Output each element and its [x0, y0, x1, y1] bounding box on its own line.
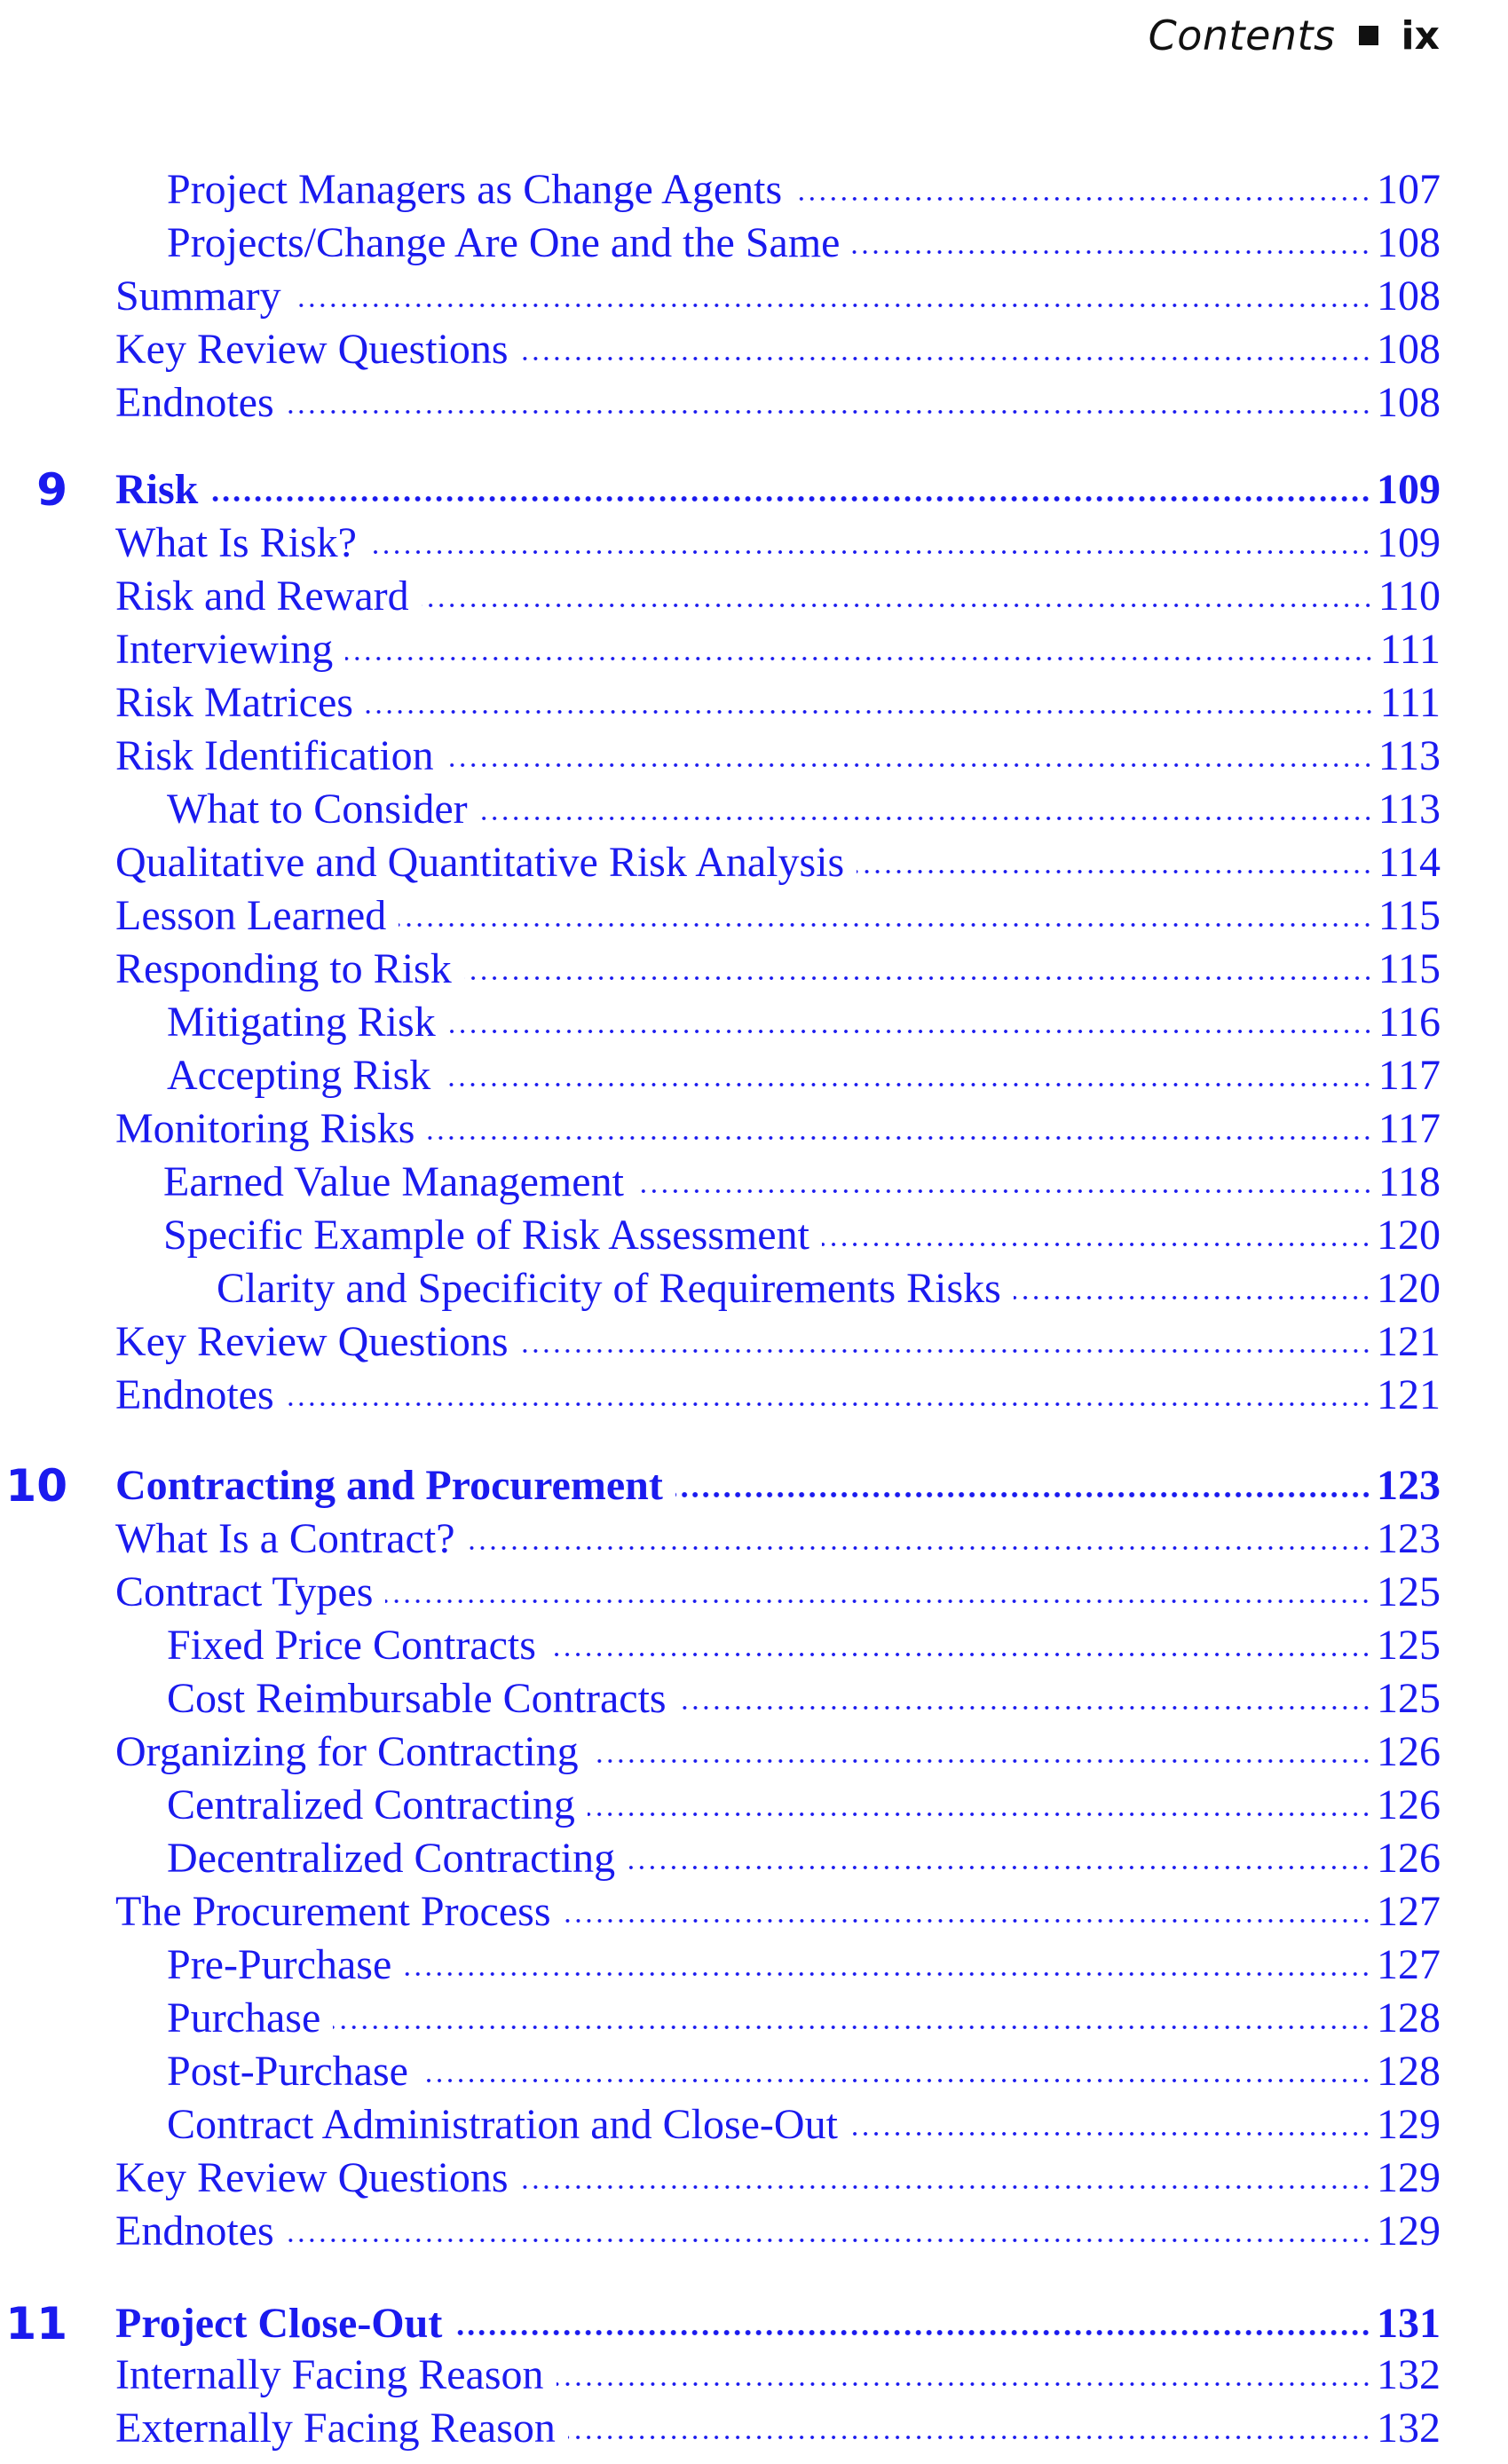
toc-entry-title: Project Managers as Change Agents: [167, 166, 783, 213]
toc-entry-title: What Is a Contract?: [115, 1515, 455, 1562]
toc-entry-page: 129: [1377, 2207, 1441, 2255]
toc-entry-title: Contract Administration and Close-Out: [167, 2101, 838, 2148]
toc-entry[interactable]: [115, 1566, 1441, 1619]
dot-leader: [210, 494, 1371, 504]
toc-entry-title: Monitoring Risks: [115, 1105, 415, 1152]
toc-entry-title: Key Review Questions: [115, 2154, 509, 2201]
dot-leader: [521, 2182, 1371, 2192]
square-bullet-icon: [1359, 26, 1378, 45]
toc-entry-title: Accepting Risk: [167, 1052, 431, 1099]
dot-leader: [345, 653, 1374, 664]
toc-chapter-entry[interactable]: [115, 2297, 1441, 2350]
toc-entry-page: 125: [1377, 1675, 1441, 1722]
toc-entry-title: Externally Facing Reason: [115, 2405, 556, 2452]
dot-leader: [1014, 1292, 1371, 1303]
toc-entry-title: Cost Reimbursable Contracts: [167, 1675, 667, 1722]
toc-entry[interactable]: [115, 943, 1441, 996]
toc-entry[interactable]: [115, 570, 1441, 623]
toc-entry-title: What to Consider: [167, 786, 468, 833]
toc-entry[interactable]: [115, 889, 1441, 943]
toc-entry-page: 113: [1378, 732, 1441, 779]
toc-entry-title: Mitigating Risk: [167, 999, 436, 1046]
toc-entry-page: 132: [1377, 2405, 1441, 2452]
toc-entry-title: Earned Value Management: [163, 1158, 624, 1205]
toc-entry-page: 108: [1377, 272, 1441, 320]
toc-entry-page: 115: [1378, 892, 1441, 939]
toc-entry-title: Purchase: [167, 1994, 321, 2041]
dot-leader: [366, 707, 1375, 717]
toc-entry-page: 116: [1378, 999, 1441, 1046]
toc-entry[interactable]: [217, 1262, 1441, 1315]
toc-entry-title: Specific Example of Risk Assessment: [163, 1212, 809, 1259]
dot-leader: [287, 407, 1371, 417]
toc-entry-title: Qualitative and Quantitative Risk Analysis: [115, 839, 845, 886]
toc-entry-page: 111: [1379, 679, 1441, 726]
toc-entry[interactable]: [167, 1779, 1441, 1832]
dot-leader: [591, 1756, 1371, 1766]
toc-entry-page: 132: [1377, 2351, 1441, 2398]
toc-entry-title: Decentralized Contracting: [167, 1835, 616, 1882]
toc-entry[interactable]: [167, 1049, 1441, 1102]
toc-entry[interactable]: [167, 1992, 1441, 2045]
toc-entry[interactable]: [167, 2098, 1441, 2152]
dot-leader: [588, 1809, 1371, 1820]
dot-leader: [480, 813, 1373, 824]
toc-entry[interactable]: [167, 1672, 1441, 1726]
toc-entry[interactable]: [115, 2349, 1441, 2402]
toc-entry[interactable]: [163, 1209, 1441, 1262]
dot-leader: [521, 353, 1371, 364]
toc-entry-page: 121: [1377, 1318, 1441, 1365]
toc-chapter-entry[interactable]: [115, 463, 1441, 517]
toc-entry-page: 120: [1377, 1212, 1441, 1259]
toc-entry[interactable]: [115, 676, 1441, 730]
toc-entry-page: 108: [1377, 326, 1441, 373]
dot-leader: [294, 300, 1371, 311]
toc-entry[interactable]: [115, 1315, 1441, 1369]
dot-leader: [454, 2327, 1371, 2338]
toc-entry-title: Post-Purchase: [167, 2048, 408, 2095]
chapter-number: 11: [5, 2298, 67, 2349]
toc-entry-page: 107: [1377, 166, 1441, 213]
toc-entry[interactable]: [115, 323, 1441, 376]
toc-entry-page: 109: [1377, 466, 1441, 513]
toc-chapter-title: Risk: [115, 466, 199, 513]
toc-entry-title: Interviewing: [115, 626, 334, 673]
toc-entry[interactable]: [115, 517, 1441, 570]
dot-leader: [333, 2022, 1371, 2033]
toc-entry-title: Risk and Reward: [115, 573, 409, 620]
toc-entry-page: 115: [1378, 945, 1441, 992]
toc-entry-page: 123: [1377, 1462, 1441, 1509]
toc-entry-title: Risk Matrices: [115, 679, 353, 726]
toc-entry[interactable]: [167, 1832, 1441, 1885]
toc-entry-title: Organizing for Contracting: [115, 1728, 579, 1775]
toc-chapter-entry[interactable]: [115, 1459, 1441, 1512]
toc-entry-page: 128: [1377, 2048, 1441, 2095]
toc-entry[interactable]: [115, 2205, 1441, 2258]
toc-entry-title: Projects/Change Are One and the Same: [167, 219, 841, 266]
running-head: [1149, 9, 1440, 62]
toc-entry-page: 117: [1378, 1105, 1441, 1152]
toc-entry-page: 125: [1377, 1568, 1441, 1615]
toc-entry[interactable]: [167, 996, 1441, 1049]
toc-entry[interactable]: [167, 1939, 1441, 1992]
toc-entry-title: Contract Types: [115, 1568, 374, 1615]
running-head-page-number: ix: [1401, 12, 1440, 59]
toc-entry-page: 123: [1377, 1515, 1441, 1562]
dot-leader: [568, 2432, 1371, 2443]
toc-entry[interactable]: [167, 1619, 1441, 1672]
toc-entry-page: 109: [1377, 519, 1441, 566]
toc-entry[interactable]: [115, 270, 1441, 323]
dot-leader: [628, 1862, 1371, 1873]
dot-leader: [287, 2235, 1371, 2246]
dot-leader: [404, 1969, 1371, 1979]
dot-leader: [557, 2379, 1371, 2389]
chapter-number: 10: [5, 1460, 67, 1512]
toc-entry[interactable]: [115, 1726, 1441, 1779]
toc-entry[interactable]: [115, 730, 1441, 783]
dot-leader: [468, 1543, 1372, 1553]
dot-leader: [679, 1702, 1371, 1713]
toc-entry[interactable]: [115, 1885, 1441, 1939]
toc-entry[interactable]: [167, 783, 1441, 836]
running-head-section: Contents: [1148, 12, 1336, 59]
toc-entry-title: Endnotes: [115, 2207, 274, 2255]
toc-entry[interactable]: [163, 1156, 1441, 1209]
toc-entry-page: 128: [1377, 1994, 1441, 2041]
dot-leader: [521, 1346, 1371, 1356]
toc-entry-title: Responding to Risk: [115, 945, 452, 992]
toc-entry[interactable]: [115, 2152, 1441, 2205]
toc-entry-title: Key Review Questions: [115, 326, 509, 373]
toc-chapter-title: Project Close-Out: [115, 2300, 443, 2347]
toc-entry-title: Internally Facing Reason: [115, 2351, 544, 2398]
toc-entry-page: 121: [1377, 1371, 1441, 1418]
toc-entry-page: 127: [1377, 1941, 1441, 1988]
toc-entry-title: What Is Risk?: [115, 519, 357, 566]
dot-leader: [369, 547, 1371, 557]
toc-entry-page: 125: [1377, 1622, 1441, 1669]
dot-leader: [822, 1239, 1371, 1250]
dot-leader: [675, 1489, 1371, 1500]
chapter-number: 9: [36, 464, 67, 516]
dot-leader: [446, 760, 1373, 770]
toc-entry-title: Endnotes: [115, 379, 274, 426]
toc-entry-title: Risk Identification: [115, 732, 434, 779]
dot-leader: [427, 1133, 1372, 1143]
toc-entry[interactable]: [115, 376, 1441, 430]
toc-entry-title: The Procurement Process: [115, 1888, 551, 1935]
toc-entry[interactable]: [167, 217, 1441, 270]
dot-leader: [464, 973, 1373, 983]
toc-entry[interactable]: [115, 623, 1441, 676]
toc-entry-page: 129: [1377, 2154, 1441, 2201]
toc-entry-page: 129: [1377, 2101, 1441, 2148]
dot-leader: [549, 1649, 1371, 1660]
dot-leader: [399, 920, 1373, 930]
toc-chapter-title: Contracting and Procurement: [115, 1462, 663, 1509]
toc-entry[interactable]: [167, 163, 1441, 217]
toc-entry-page: 117: [1378, 1052, 1441, 1099]
toc-entry[interactable]: [115, 836, 1441, 889]
dot-leader: [857, 866, 1373, 877]
dot-leader: [421, 2075, 1371, 2086]
toc-entry-page: 131: [1377, 2300, 1441, 2347]
toc-entry-page: 126: [1377, 1728, 1441, 1775]
toc-entry-page: 114: [1378, 839, 1441, 886]
toc-entry-title: Summary: [115, 272, 281, 320]
toc-entry-page: 113: [1378, 786, 1441, 833]
toc-entry-title: Endnotes: [115, 1371, 274, 1418]
toc-entry[interactable]: [167, 2045, 1441, 2098]
toc-entry-title: Centralized Contracting: [167, 1781, 575, 1828]
dot-leader: [564, 1915, 1371, 1926]
toc-entry-page: 127: [1377, 1888, 1441, 1935]
dot-leader: [422, 600, 1373, 611]
dot-leader: [443, 1079, 1373, 1090]
toc-entry[interactable]: [115, 2402, 1441, 2455]
toc-entry-page: 108: [1377, 219, 1441, 266]
toc-entry-title: Fixed Price Contracts: [167, 1622, 536, 1669]
toc-entry-page: 126: [1377, 1781, 1441, 1828]
toc-entry-page: 120: [1377, 1265, 1441, 1312]
dot-leader: [636, 1186, 1373, 1196]
toc-entry[interactable]: [115, 1102, 1441, 1156]
dot-leader: [794, 193, 1371, 204]
toc-entry-page: 108: [1377, 379, 1441, 426]
toc-entry[interactable]: [115, 1512, 1441, 1566]
toc-entry-title: Pre-Purchase: [167, 1941, 392, 1988]
toc-entry-page: 110: [1378, 573, 1441, 620]
toc-entry-page: 126: [1377, 1835, 1441, 1882]
dot-leader: [287, 1399, 1371, 1410]
dot-leader: [850, 2128, 1371, 2139]
dot-leader: [385, 1596, 1371, 1607]
toc-entry-title: Clarity and Specificity of Requirements Risks: [217, 1265, 1001, 1312]
toc-entry-title: Lesson Learned: [115, 892, 387, 939]
dot-leader: [448, 1026, 1373, 1037]
toc-entry-title: Key Review Questions: [115, 1318, 509, 1365]
toc-entry-page: 111: [1379, 626, 1441, 673]
toc-entry-page: 118: [1378, 1158, 1441, 1205]
dot-leader: [852, 247, 1371, 257]
toc-entry[interactable]: [115, 1369, 1441, 1422]
